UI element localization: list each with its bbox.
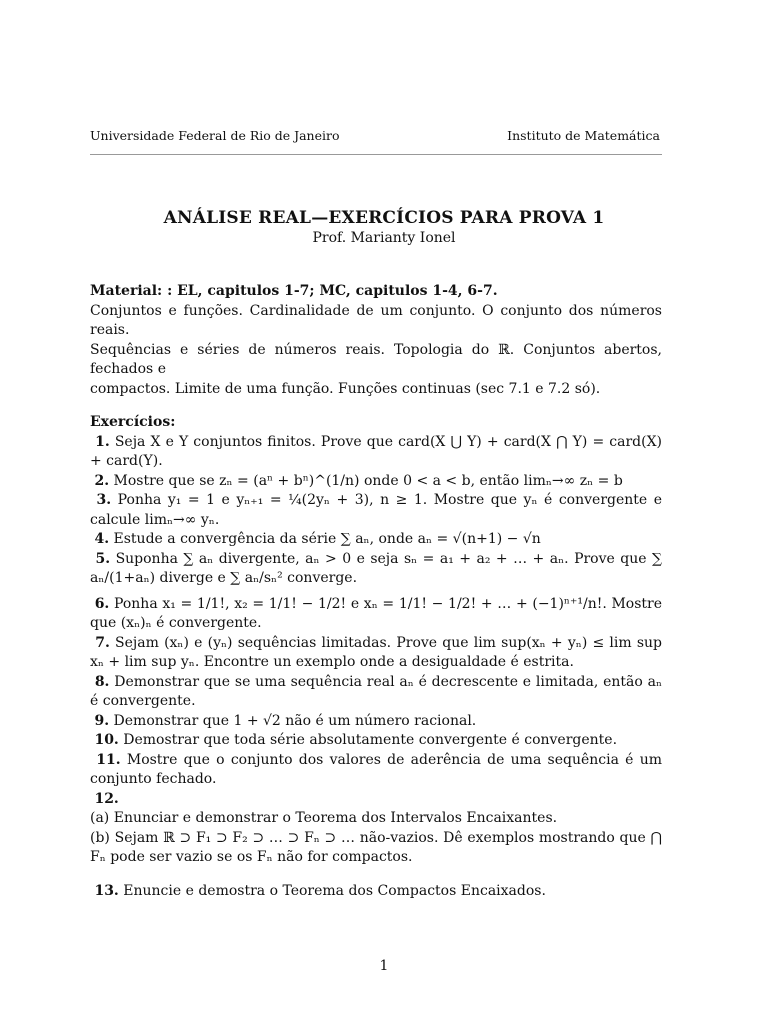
exercise-number: 12.	[94, 790, 119, 807]
exercise-item	[90, 530, 662, 550]
exercise-number: 4.	[94, 531, 110, 547]
exercise-item	[90, 673, 662, 712]
exercise-number: 10.	[94, 732, 119, 748]
exercise-text: Ponha y₁ = 1 e yₙ₊₁ = ¼(2yₙ + 3), n ≥ 1. Mostre que yₙ é convergente e calcule limₙ→∞ yₙ.	[90, 492, 662, 528]
document-title: ANÁLISE REAL—EXERCÍCIOS PARA PROVA 1	[163, 208, 605, 228]
exercise-number: 13.	[94, 882, 119, 899]
exercise-text: Suponha ∑ aₙ divergente, aₙ > 0 e seja sₙ = a₁ + a₂ + … + aₙ. Prove que ∑ aₙ/(1+aₙ) diverge e ∑ aₙ/sₙ² converge.	[90, 550, 662, 586]
exercise-text: Sejam (xₙ) e (yₙ) sequências limitadas. Prove que lim sup(xₙ + yₙ) ≤ lim sup xₙ + lim sup yₙ. Encontre un exemplo onde a desigualdade é estrita.	[90, 634, 662, 670]
material-line: Conjuntos e funções. Cardinalidade de um conjunto. O conjunto dos números reais.	[90, 302, 662, 338]
exercise-text: Seja X e Y conjuntos finitos. Prove que card(X ⋃ Y) + card(X ⋂ Y) = card(X) + card(Y).	[90, 433, 663, 469]
exercise-text: Demonstrar que se uma sequência real aₙ é decrescente e limitada, então aₙ é convergente.	[90, 673, 663, 709]
material-line: compactos. Limite de uma função. Funções continuas (sec 7.1 e 7.2 só).	[90, 380, 601, 397]
document-author: Prof. Marianty Ionel	[312, 230, 456, 246]
exercise-item	[90, 491, 662, 530]
exercise-item	[90, 595, 662, 634]
exercise-text: Sejam ℝ ⊃ F₁ ⊃ F₂ ⊃ … ⊃ Fₙ ⊃ … não-vazios. Dê exemplos mostrando que ⋂ Fₙ pode ser vazio se os Fₙ não for compactos.	[90, 829, 662, 865]
exercise-item	[90, 712, 662, 732]
exercise-subitem	[90, 809, 662, 829]
exercise-number: 2.	[94, 472, 110, 489]
exercise-item	[90, 433, 662, 472]
exercise-subitem	[90, 829, 662, 868]
page-number: 1	[379, 958, 389, 974]
exercise-number: 7.	[95, 634, 110, 651]
header-rule	[90, 154, 662, 155]
exercise-item	[90, 550, 662, 589]
exercise-number: 1.	[95, 433, 110, 450]
exercise-text: Ponha x₁ = 1/1!, x₂ = 1/1! − 1/2! e xₙ = 1/1! − 1/2! + … + (−1)ⁿ⁺¹/n!. Mostre que (xₙ)ₙ é convergente.	[90, 595, 663, 631]
exercise-text: Demonstrar que 1 + √2 não é um número racional.	[113, 712, 477, 729]
exercise-number: 11.	[96, 751, 121, 768]
exercise-text: Mostre que o conjunto dos valores de aderência de uma sequência é um conjunto fechado.	[90, 751, 663, 787]
subitem-label: (b)	[90, 829, 110, 846]
exercise-text: Enuncie e demostra o Teorema dos Compactos Encaixados.	[123, 882, 546, 899]
exercise-number: 8.	[94, 673, 110, 690]
exercise-text: Mostre que se zₙ = (aⁿ + bⁿ)^(1/n) onde 0 < a < b, então limₙ→∞ zₙ = b	[113, 472, 623, 489]
header-institute: Instituto de Matemática	[507, 128, 660, 143]
exercise-text: Demostrar que toda série absolutamente convergente é convergente.	[123, 732, 618, 748]
material-heading: Material: : EL, capitulos 1-7; MC, capitulos 1-4, 6-7.	[90, 283, 498, 299]
exercise-number: 5.	[95, 550, 111, 567]
exercise-number: 3.	[96, 492, 112, 508]
exercise-number: 9.	[94, 712, 110, 729]
subitem-label: (a)	[90, 810, 110, 826]
exercise-number: 6.	[94, 595, 110, 612]
exercises-heading: Exercícios:	[90, 414, 176, 430]
material-line: Sequências e séries de números reais. Topologia do ℝ. Conjuntos abertos, fechados e	[90, 341, 662, 377]
exercise-item	[90, 731, 662, 751]
header-university: Universidade Federal de Rio de Janeiro	[90, 128, 340, 143]
document-body	[90, 282, 662, 901]
exercise-item	[90, 751, 662, 790]
exercise-text: Estude a convergência da série ∑ aₙ, onde aₙ = √(n+1) − √n	[113, 531, 541, 547]
exercise-item	[90, 472, 662, 492]
exercise-text: Enunciar e demonstrar o Teorema dos Intervalos Encaixantes.	[113, 810, 558, 826]
exercise-item	[90, 634, 662, 673]
exercise-item	[90, 790, 662, 810]
exercise-item	[90, 882, 662, 902]
